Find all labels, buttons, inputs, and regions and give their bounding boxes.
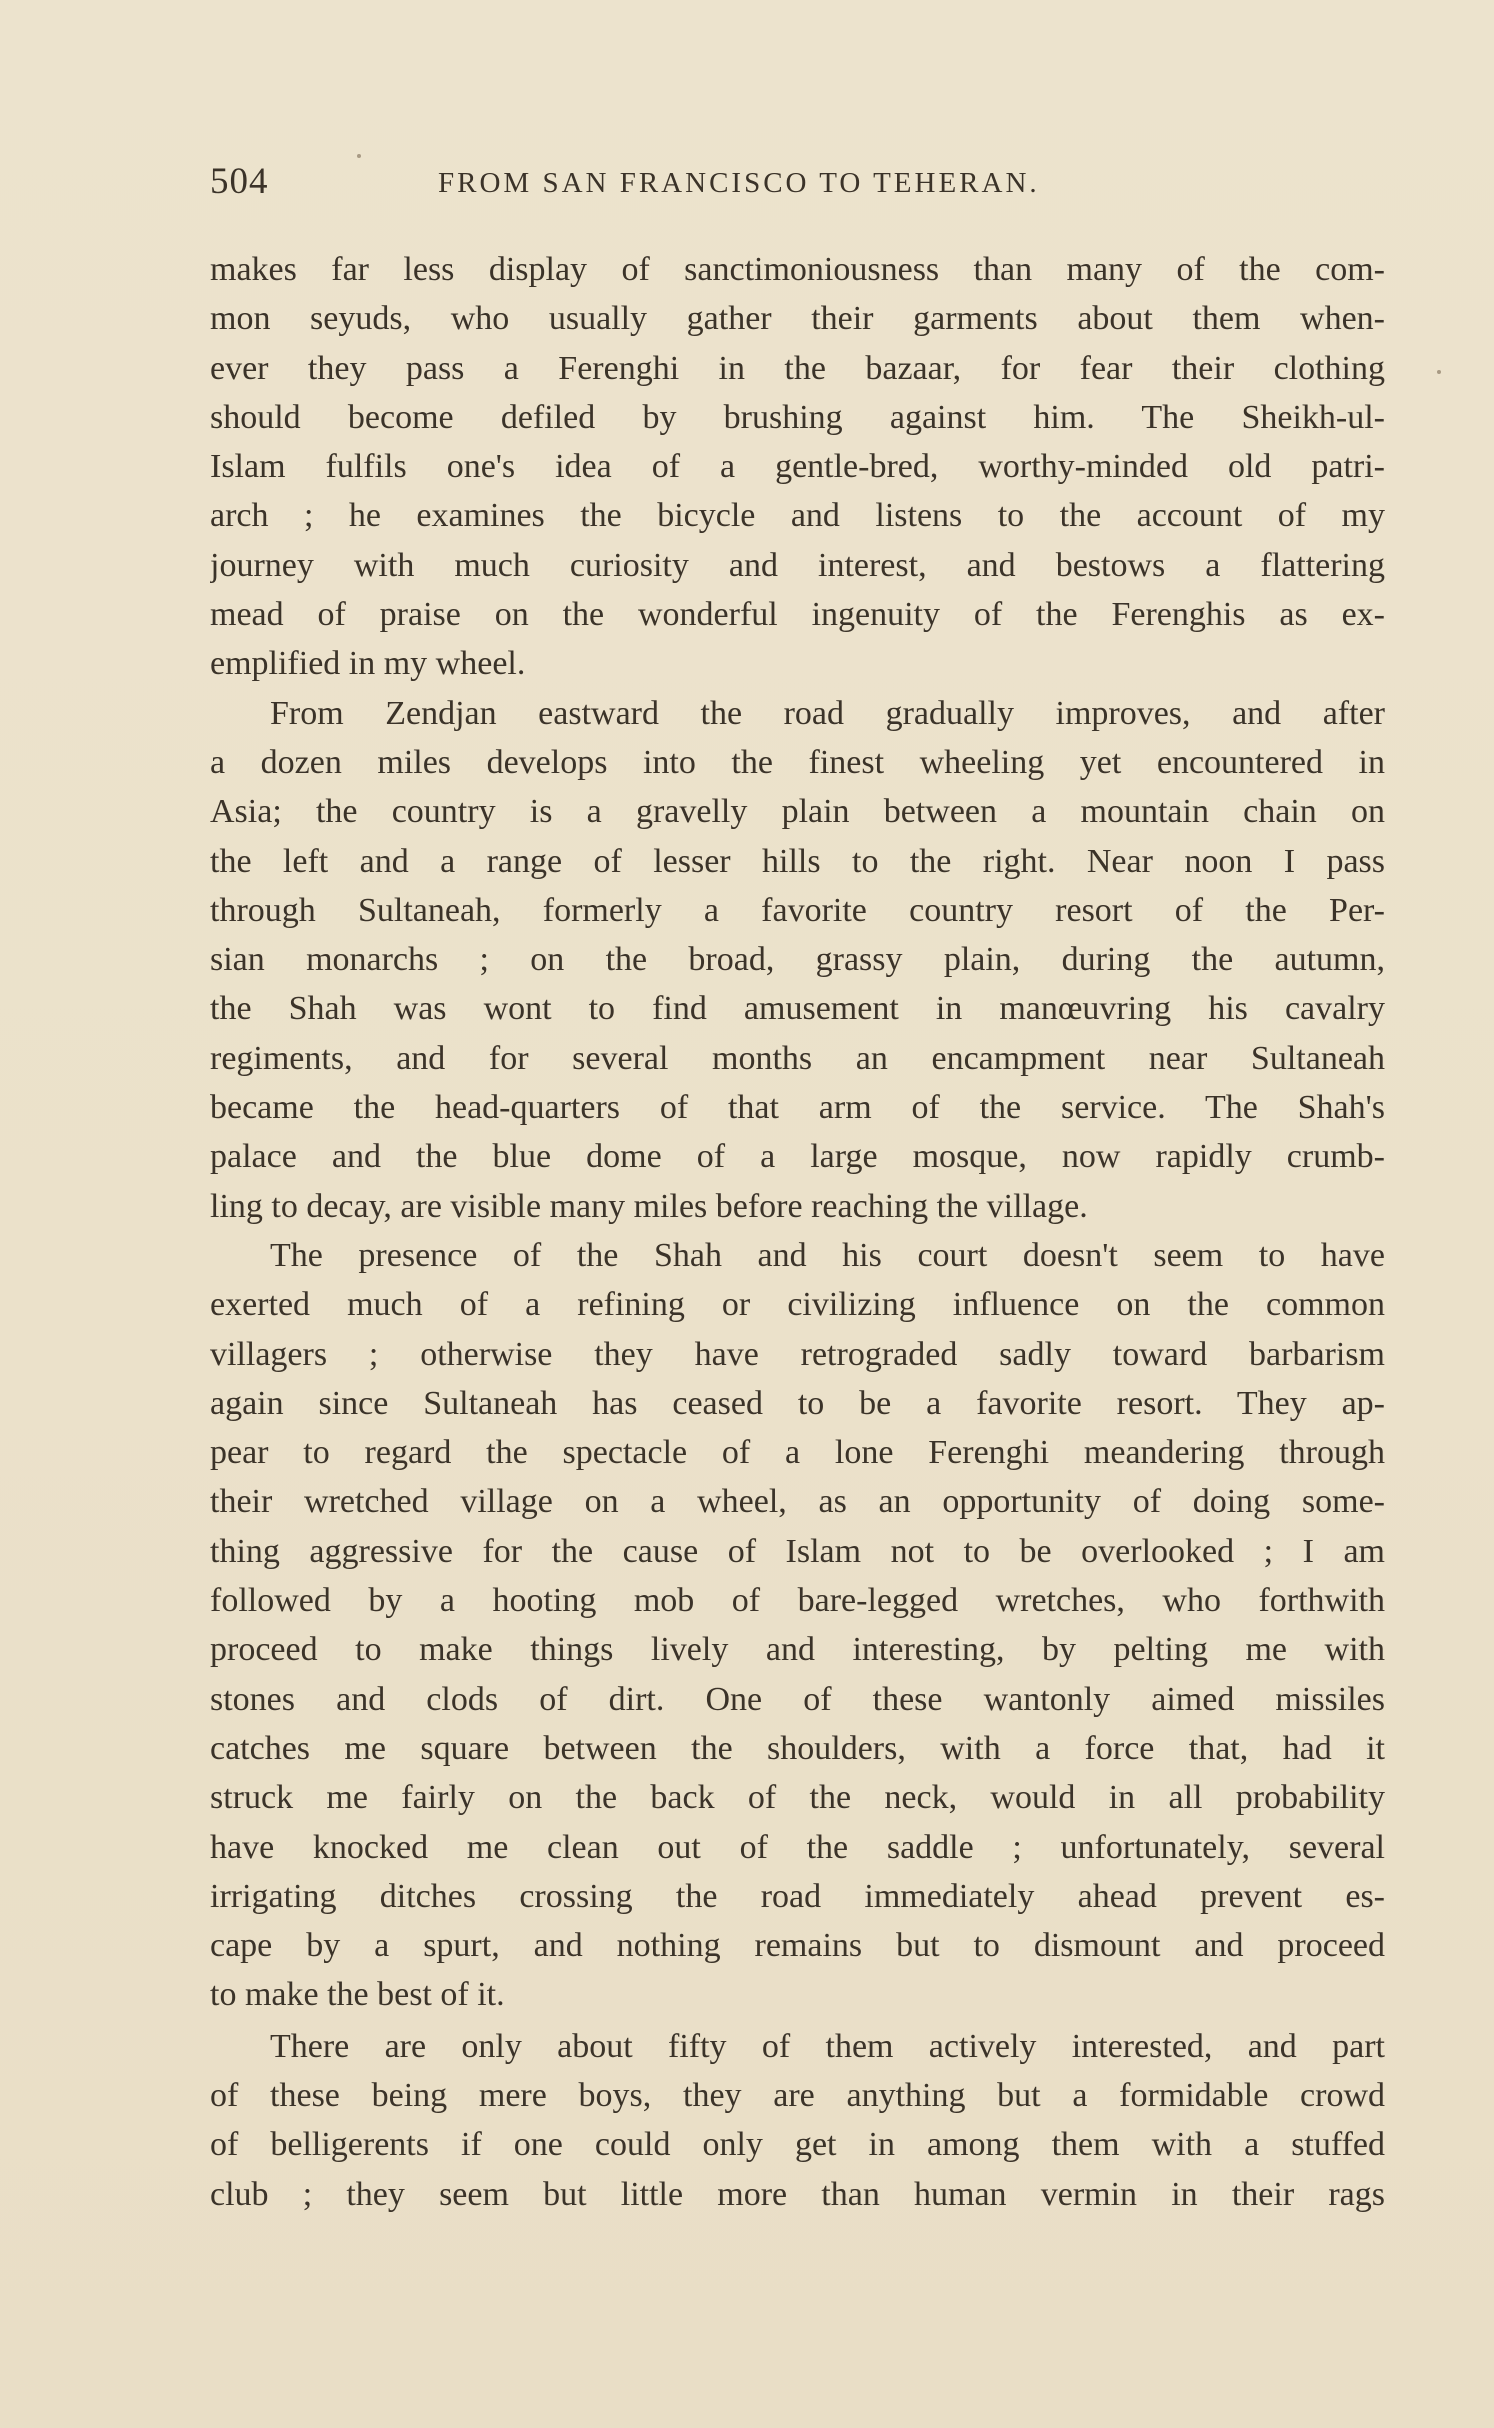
text-line: journey with much curiosity and interest, and bestows a flattering xyxy=(210,546,1385,584)
text-line: of these being mere boys, they are anything but a formidable crowd xyxy=(210,2076,1385,2114)
text-line: Asia; the country is a gravelly plain between a mountain chain on xyxy=(210,793,1385,831)
text-line: stones and clods of dirt. One of these wantonly aimed missiles xyxy=(210,1680,1385,1718)
text-line: pear to regard the spectacle of a lone Ferenghi meandering through xyxy=(210,1434,1385,1472)
text-line: cape by a spurt, and nothing remains but to dismount and proceed xyxy=(210,1927,1385,1965)
text-line: villagers ; otherwise they have retrograded sadly toward barbarism xyxy=(210,1335,1385,1373)
text-line: thing aggressive for the cause of Islam not to be overlooked ; I am xyxy=(210,1532,1385,1570)
text-line: mon seyuds, who usually gather their garments about them when- xyxy=(210,300,1385,338)
text-line: sian monarchs ; on the broad, grassy plain, during the autumn, xyxy=(210,941,1385,979)
text-line: regiments, and for several months an encampment near Sultaneah xyxy=(210,1039,1385,1077)
print-speck xyxy=(357,154,361,158)
paragraph xyxy=(210,2022,1385,2219)
text-line: makes far less display of sanctimoniousness than many of the com- xyxy=(210,251,1385,288)
running-title: FROM SAN FRANCISCO TO TEHERAN. xyxy=(438,167,1040,199)
text-line: a dozen miles develops into the finest wheeling yet encountered in xyxy=(210,743,1385,781)
paragraph xyxy=(210,245,1385,689)
text-line: followed by a hooting mob of bare-legged wretches, who forthwith xyxy=(210,1582,1385,1620)
body-text xyxy=(210,245,1385,2219)
text-line: arch ; he examines the bicycle and listens to the account of my xyxy=(210,497,1385,535)
page-number: 504 xyxy=(210,161,269,202)
text-line: again since Sultaneah has ceased to be a favorite resort. They ap- xyxy=(210,1384,1385,1422)
text-line: club ; they seem but little more than human vermin in their rags xyxy=(210,2175,1385,2213)
text-line: struck me fairly on the back of the neck, would in all probability xyxy=(210,1779,1385,1817)
text-line: should become defiled by brushing against him. The Sheikh-ul- xyxy=(210,398,1385,436)
print-speck xyxy=(1437,370,1441,374)
text-line: exerted much of a refining or civilizing influence on the common xyxy=(210,1286,1385,1324)
text-line: of belligerents if one could only get in among them with a stuffed xyxy=(210,2126,1385,2164)
text-line: to make the best of it. xyxy=(210,1976,505,2014)
running-head xyxy=(210,160,1210,210)
text-line: irrigating ditches crossing the road immediately ahead prevent es- xyxy=(210,1877,1385,1915)
text-line: emplified in my wheel. xyxy=(210,645,526,683)
text-line: mead of praise on the wonderful ingenuity of the Ferenghis as ex- xyxy=(210,596,1385,634)
text-line: There are only about fifty of them actively interested, and part xyxy=(270,2027,1385,2065)
text-line: have knocked me clean out of the saddle ; unfortunately, several xyxy=(210,1828,1385,1866)
text-line: ling to decay, are visible many miles before reaching the village. xyxy=(210,1187,1088,1225)
text-line: palace and the blue dome of a large mosque, now rapidly crumb- xyxy=(210,1138,1385,1176)
paragraph xyxy=(210,1231,1385,2020)
text-line: ever they pass a Ferenghi in the bazaar, for fear their clothing xyxy=(210,349,1385,387)
text-line: catches me square between the shoulders, with a force that, had it xyxy=(210,1729,1385,1767)
text-line: Islam fulfils one's idea of a gentle-bred, worthy-minded old patri- xyxy=(210,448,1385,486)
text-line: the left and a range of lesser hills to the right. Near noon I pass xyxy=(210,842,1385,880)
text-line: became the head-quarters of that arm of the service. The Shah's xyxy=(210,1089,1385,1127)
paragraph xyxy=(210,689,1385,1231)
text-line: the Shah was wont to find amusement in manœuvring his cavalry xyxy=(210,990,1385,1028)
text-line: their wretched village on a wheel, as an opportunity of doing some- xyxy=(210,1483,1385,1521)
text-line: The presence of the Shah and his court doesn't seem to have xyxy=(270,1236,1385,1274)
text-line: proceed to make things lively and interesting, by pelting me with xyxy=(210,1631,1385,1669)
text-line: From Zendjan eastward the road gradually improves, and after xyxy=(270,694,1385,732)
text-line: through Sultaneah, formerly a favorite country resort of the Per- xyxy=(210,891,1385,929)
